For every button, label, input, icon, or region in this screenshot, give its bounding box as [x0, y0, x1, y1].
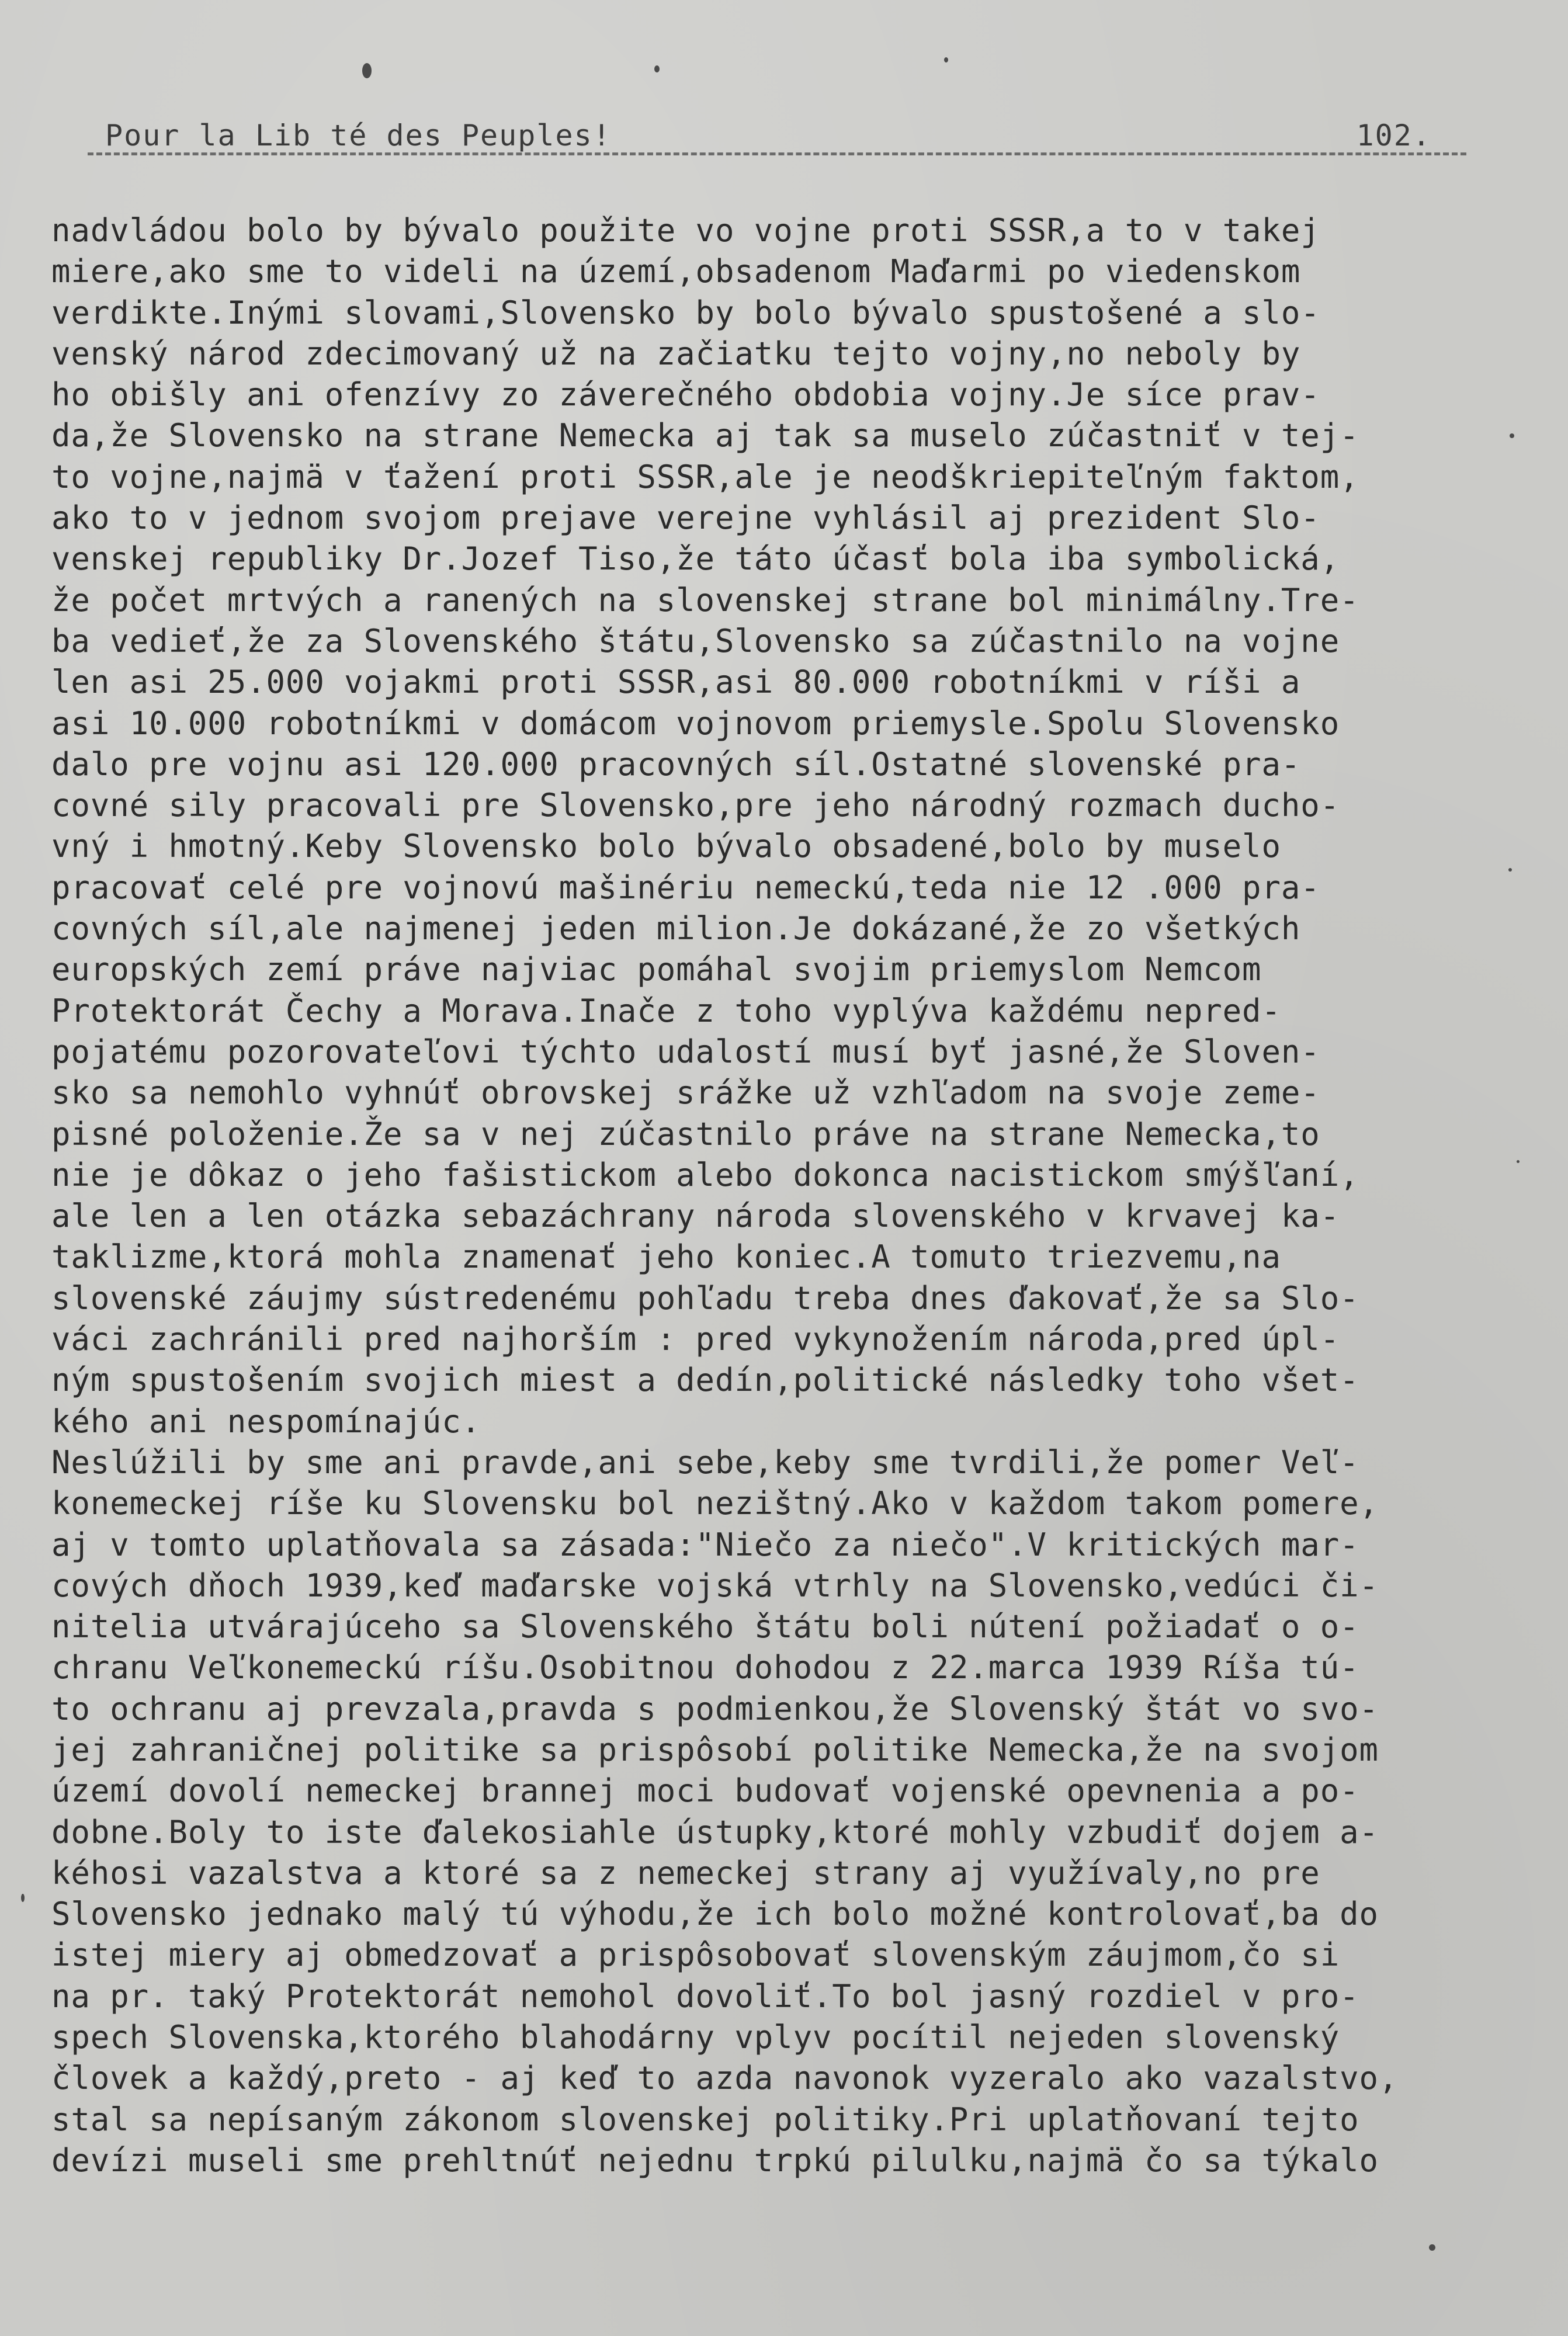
text-line: stal sa nepísaným zákonom slovenskej politiky.Pri uplatňovaní tejto [51, 2101, 1359, 2138]
page-number: 102. [1356, 119, 1431, 152]
ink-speck [654, 65, 660, 72]
ink-speck [944, 57, 948, 63]
text-line: Slovensko jednako malý tú výhodu,že ich bolo možné kontrolovať,ba do [51, 1896, 1379, 1933]
text-line: sko sa nemohlo vyhnúť obrovskej srážke už vzhľadom na svoje zeme- [51, 1074, 1320, 1112]
text-line: pracovať celé pre vojnovú mašinériu nemeckú,teda nie 12 .000 pra- [51, 869, 1320, 906]
header-dashed-rule [88, 152, 1466, 155]
ink-speck [21, 1894, 25, 1902]
text-line: devízi museli sme prehltnúť nejednu trpkú pilulku,najmä čo sa týkalo [51, 2141, 1379, 2179]
page-header [88, 114, 1466, 161]
text-line: nadvládou bolo by bývalo použite vo vojne proti SSSR,a to v takej [51, 212, 1320, 249]
text-line: slovenské záujmy sústredenému pohľadu treba dnes ďakovať,že sa Slo- [51, 1279, 1359, 1317]
text-line: ale len a len otázka sebazáchrany národa slovenského v krvavej ka- [51, 1197, 1340, 1235]
text-line: venskej republiky Dr.Jozef Tiso,že táto účasť bola iba symbolická, [51, 540, 1340, 578]
text-line: že počet mrtvých a ranených na slovenskej strane bol minimálny.Tre- [51, 581, 1359, 619]
text-line: pojatému pozorovateľovi týchto udalostí musí byť jasné,že Sloven- [51, 1033, 1320, 1070]
text-line: da,že Slovensko na strane Nemecka aj tak sa muselo zúčastniť v tej- [51, 417, 1359, 454]
ink-speck [1510, 433, 1514, 438]
text-line: covných síl,ale najmenej jeden milion.Je dokázané,že zo všetkých [51, 910, 1301, 947]
text-line: dobne.Boly to iste ďalekosiahle ústupky,ktoré mohly vzbudiť dojem a- [51, 1813, 1379, 1851]
text-line: kéhosi vazalstva a ktoré sa z nemeckej strany aj využívaly,no pre [51, 1854, 1320, 1891]
text-line: covné sily pracovali pre Slovensko,pre jeho národný rozmach ducho- [51, 787, 1340, 824]
text-line: venský národ zdecimovaný už na začiatku tejto vojny,no neboly by [51, 335, 1301, 372]
typewritten-body [51, 210, 1529, 2181]
text-line: miere,ako sme to videli na území,obsadenom Maďarmi po viedenskom [51, 253, 1301, 290]
text-line: taklizme,ktorá mohla znamenať jeho koniec.A tomuto triezvemu,na [51, 1238, 1281, 1276]
text-line: území dovolí nemeckej brannej moci budovať vojenské opevnenia a po- [51, 1772, 1359, 1810]
text-line: vný i hmotný.Keby Slovensko bolo bývalo obsadené,bolo by muselo [51, 828, 1281, 865]
text-line: cových dňoch 1939,keď maďarske vojská vtrhly na Slovensko,vedúci či- [51, 1567, 1379, 1604]
text-line: ho obišly ani ofenzívy zo záverečného obdobia vojny.Je síce prav- [51, 376, 1320, 414]
text-line: europských zemí práve najviac pomáhal svojim priemyslom Nemcom [51, 951, 1262, 988]
text-line: chranu Veľkonemeckú ríšu.Osobitnou dohodou z 22.marca 1939 Ríša tú- [51, 1649, 1359, 1686]
text-line: ným spustošením svojich miest a dedín,politické následky toho všet- [51, 1362, 1359, 1399]
text-line: Protektorát Čechy a Morava.Inače z toho vyplýva každému nepred- [51, 992, 1281, 1029]
text-line: pisné položenie.Že sa v nej zúčastnilo práve na strane Nemecka,to [51, 1115, 1320, 1153]
text-line: Neslúžili by sme ani pravde,ani sebe,keby sme tvrdili,že pomer Veľ- [51, 1443, 1359, 1481]
header-title: Pour la Lib té des Peuples! [105, 119, 612, 152]
text-line: ba vedieť,že za Slovenského štátu,Slovensko sa zúčastnilo na vojne [51, 622, 1340, 660]
text-line: ako to v jednom svojom prejave verejne vyhlásil aj prezident Slo- [51, 499, 1320, 537]
text-line: na pr. taký Protektorát nemohol dovoliť.To bol jasný rozdiel v pro- [51, 1977, 1359, 2015]
text-line: verdikte.Inými slovami,Slovensko by bolo bývalo spustošené a slo- [51, 294, 1320, 331]
text-line: len asi 25.000 vojakmi proti SSSR,asi 80.000 robotníkmi v ríši a [51, 664, 1301, 701]
ink-speck [1508, 868, 1512, 872]
text-line: konemeckej ríše ku Slovensku bol nezištný.Ako v každom takom pomere, [51, 1485, 1379, 1522]
text-line: aj v tomto uplatňovala sa zásada:"Niečo za niečo".V kritických mar- [51, 1526, 1359, 1563]
text-line: spech Slovenska,ktorého blahodárny vplyv pocítil nejeden slovenský [51, 2019, 1340, 2056]
text-line: váci zachránili pred najhorším : pred vykynožením národa,pred úpl- [51, 1321, 1340, 1358]
text-line: nitelia utvárajúceho sa Slovenského štátu boli nútení požiadať o o- [51, 1608, 1359, 1646]
text-line: kého ani nespomínajúc. [51, 1403, 481, 1440]
text-line: asi 10.000 robotníkmi v domácom vojnovom priemysle.Spolu Slovensko [51, 704, 1340, 742]
ink-speck [1429, 2244, 1435, 2251]
ink-speck [362, 63, 372, 78]
ink-speck [1517, 1160, 1520, 1163]
text-line: človek a každý,preto - aj keď to azda navonok vyzeralo ako vazalstvo, [51, 2060, 1399, 2097]
text-line: to ochranu aj prevzala,pravda s podmienkou,že Slovenský štát vo svo- [51, 1690, 1379, 1727]
text-line: jej zahraničnej politike sa prispôsobí politike Nemecka,že na svojom [51, 1731, 1379, 1768]
text-line: to vojne,najmä v ťažení proti SSSR,ale je neodškriepiteľným faktom, [51, 458, 1359, 495]
text-line: nie je dôkaz o jeho fašistickom alebo dokonca nacistickom smýšľaní, [51, 1156, 1359, 1193]
text-line: dalo pre vojnu asi 120.000 pracovných síl.Ostatné slovenské pra- [51, 745, 1301, 783]
text-line: istej miery aj obmedzovať a prispôsobovať slovenským záujmom,čo si [51, 1936, 1340, 1974]
